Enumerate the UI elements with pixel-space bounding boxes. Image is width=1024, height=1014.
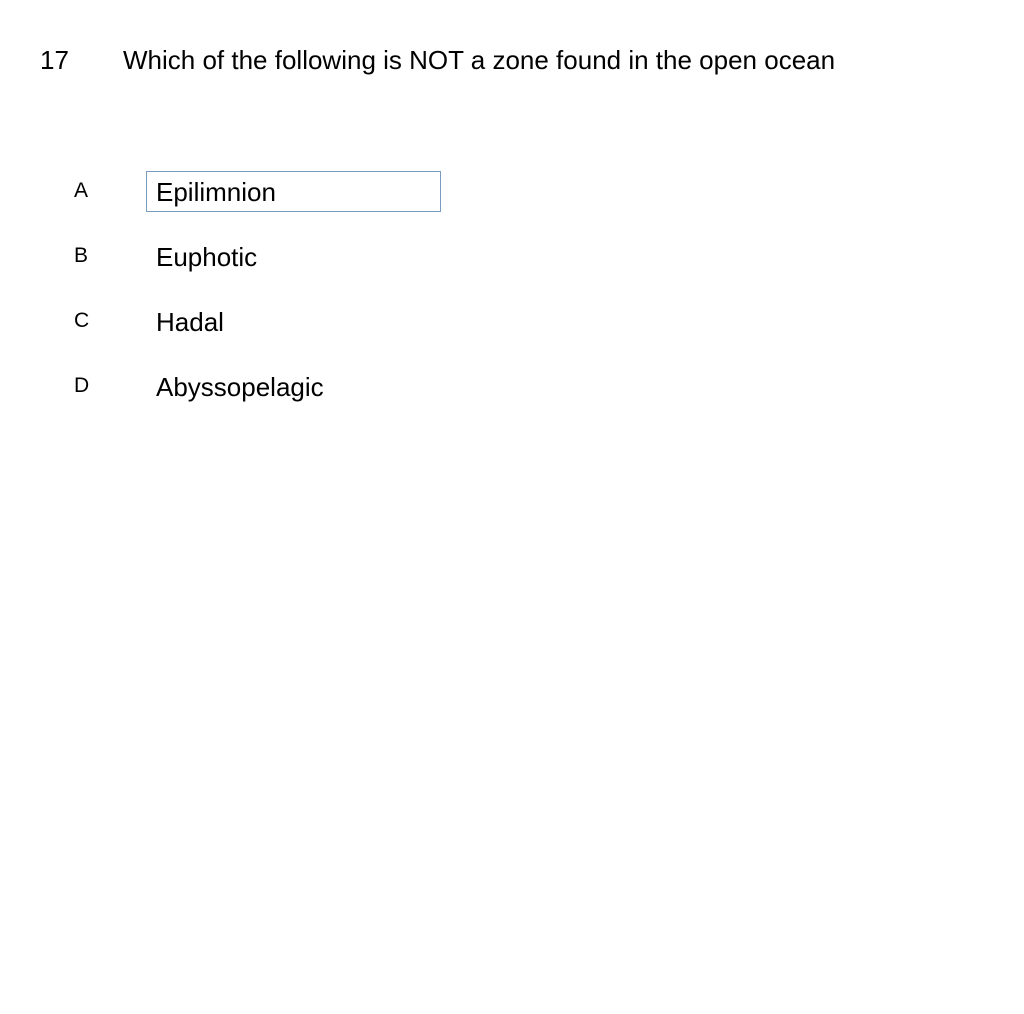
option-c-letter: C xyxy=(74,309,90,332)
option-d-letter: D xyxy=(74,374,90,397)
question-text: Which of the following is NOT a zone found in the open ocean xyxy=(123,45,836,75)
option-b-letter: B xyxy=(74,244,89,267)
option-b-text[interactable]: Euphotic xyxy=(156,242,258,272)
question-number: 17 xyxy=(40,45,69,75)
option-c-text[interactable]: Hadal xyxy=(156,307,224,337)
option-a-text[interactable]: Epilimnion xyxy=(156,177,276,207)
option-a-letter: A xyxy=(74,179,89,202)
option-d-text[interactable]: Abyssopelagic xyxy=(156,372,324,402)
